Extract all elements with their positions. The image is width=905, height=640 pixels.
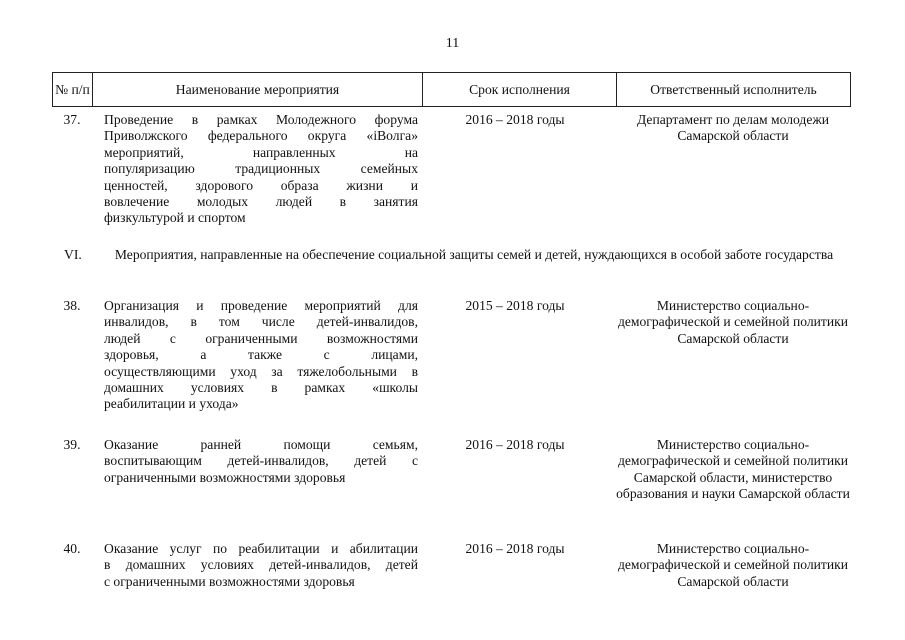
name-line: физкультурой и спортом bbox=[104, 210, 246, 226]
name-line: людей с ограниченными возможностями bbox=[104, 330, 418, 346]
header-responsible: Ответственный исполнитель bbox=[617, 73, 851, 107]
name-line: мероприятий, направленных на bbox=[104, 144, 418, 160]
header-num: № п/п bbox=[53, 73, 93, 107]
row-responsible: Министерство социально-демографической и семейной политики Самарской области bbox=[617, 541, 849, 589]
row-number: 40. bbox=[63, 541, 81, 556]
row-number: 39. bbox=[63, 437, 81, 452]
page-number: 11 bbox=[445, 36, 460, 51]
name-line: ценностей, здорового образа жизни и bbox=[104, 177, 418, 193]
name-line: осуществляющими уход за тяжелобольными в bbox=[104, 363, 418, 379]
name-line: популяризацию традиционных семейных bbox=[104, 161, 418, 177]
row-responsible: Министерство социально-демографической и семейной политики Самарской области bbox=[617, 298, 849, 346]
row-number: 37. bbox=[63, 112, 81, 127]
row-name bbox=[104, 298, 418, 413]
name-line: с ограниченными возможностями здоровья bbox=[104, 573, 355, 589]
row-name bbox=[104, 437, 418, 486]
name-line: реабилитации и ухода» bbox=[104, 396, 239, 412]
name-line: Проведение в рамках Молодежного форума bbox=[104, 112, 418, 127]
name-line: домашних условиях в рамках «школы bbox=[104, 379, 418, 395]
name-line: Организация и проведение мероприятий для bbox=[104, 298, 418, 313]
row-responsible: Департамент по делам молодежи Самарской области bbox=[636, 112, 830, 144]
name-line: инвалидов, в том числе детей-инвалидов, bbox=[104, 314, 418, 330]
name-line: Оказание ранней помощи семьям, bbox=[104, 437, 418, 452]
name-line: в домашних условиях детей-инвалидов, детей bbox=[104, 557, 418, 573]
row-name bbox=[104, 112, 418, 227]
name-line: Приволжского федерального округа «iВолга» bbox=[104, 128, 418, 144]
name-line: ограниченными возможностями здоровья bbox=[104, 469, 346, 485]
row-term: 2015 – 2018 годы bbox=[465, 298, 565, 313]
name-line: воспитывающим детей-инвалидов, детей с bbox=[104, 453, 418, 469]
section-numeral: VI. bbox=[64, 247, 82, 262]
name-line: вовлечение молодых людей в занятия bbox=[104, 193, 418, 209]
row-name bbox=[104, 541, 418, 590]
section-title: Мероприятия, направленные на обеспечение социальной защиты семей и детей, нуждающихся в особой заботе государства bbox=[114, 247, 834, 262]
row-number: 38. bbox=[63, 298, 81, 313]
table-header bbox=[52, 72, 851, 107]
name-line: здоровья, а также с лицами, bbox=[104, 347, 418, 363]
row-term: 2016 – 2018 годы bbox=[465, 112, 565, 127]
row-term: 2016 – 2018 годы bbox=[465, 437, 565, 452]
header-name: Наименование мероприятия bbox=[93, 73, 423, 107]
header-term: Срок исполнения bbox=[423, 73, 617, 107]
row-responsible: Министерство социально-демографической и семейной политики Самарской области, министерство образования и науки Самарской области bbox=[616, 437, 850, 502]
row-term: 2016 – 2018 годы bbox=[465, 541, 565, 556]
name-line: Оказание услуг по реабилитации и абилитации bbox=[104, 541, 418, 556]
